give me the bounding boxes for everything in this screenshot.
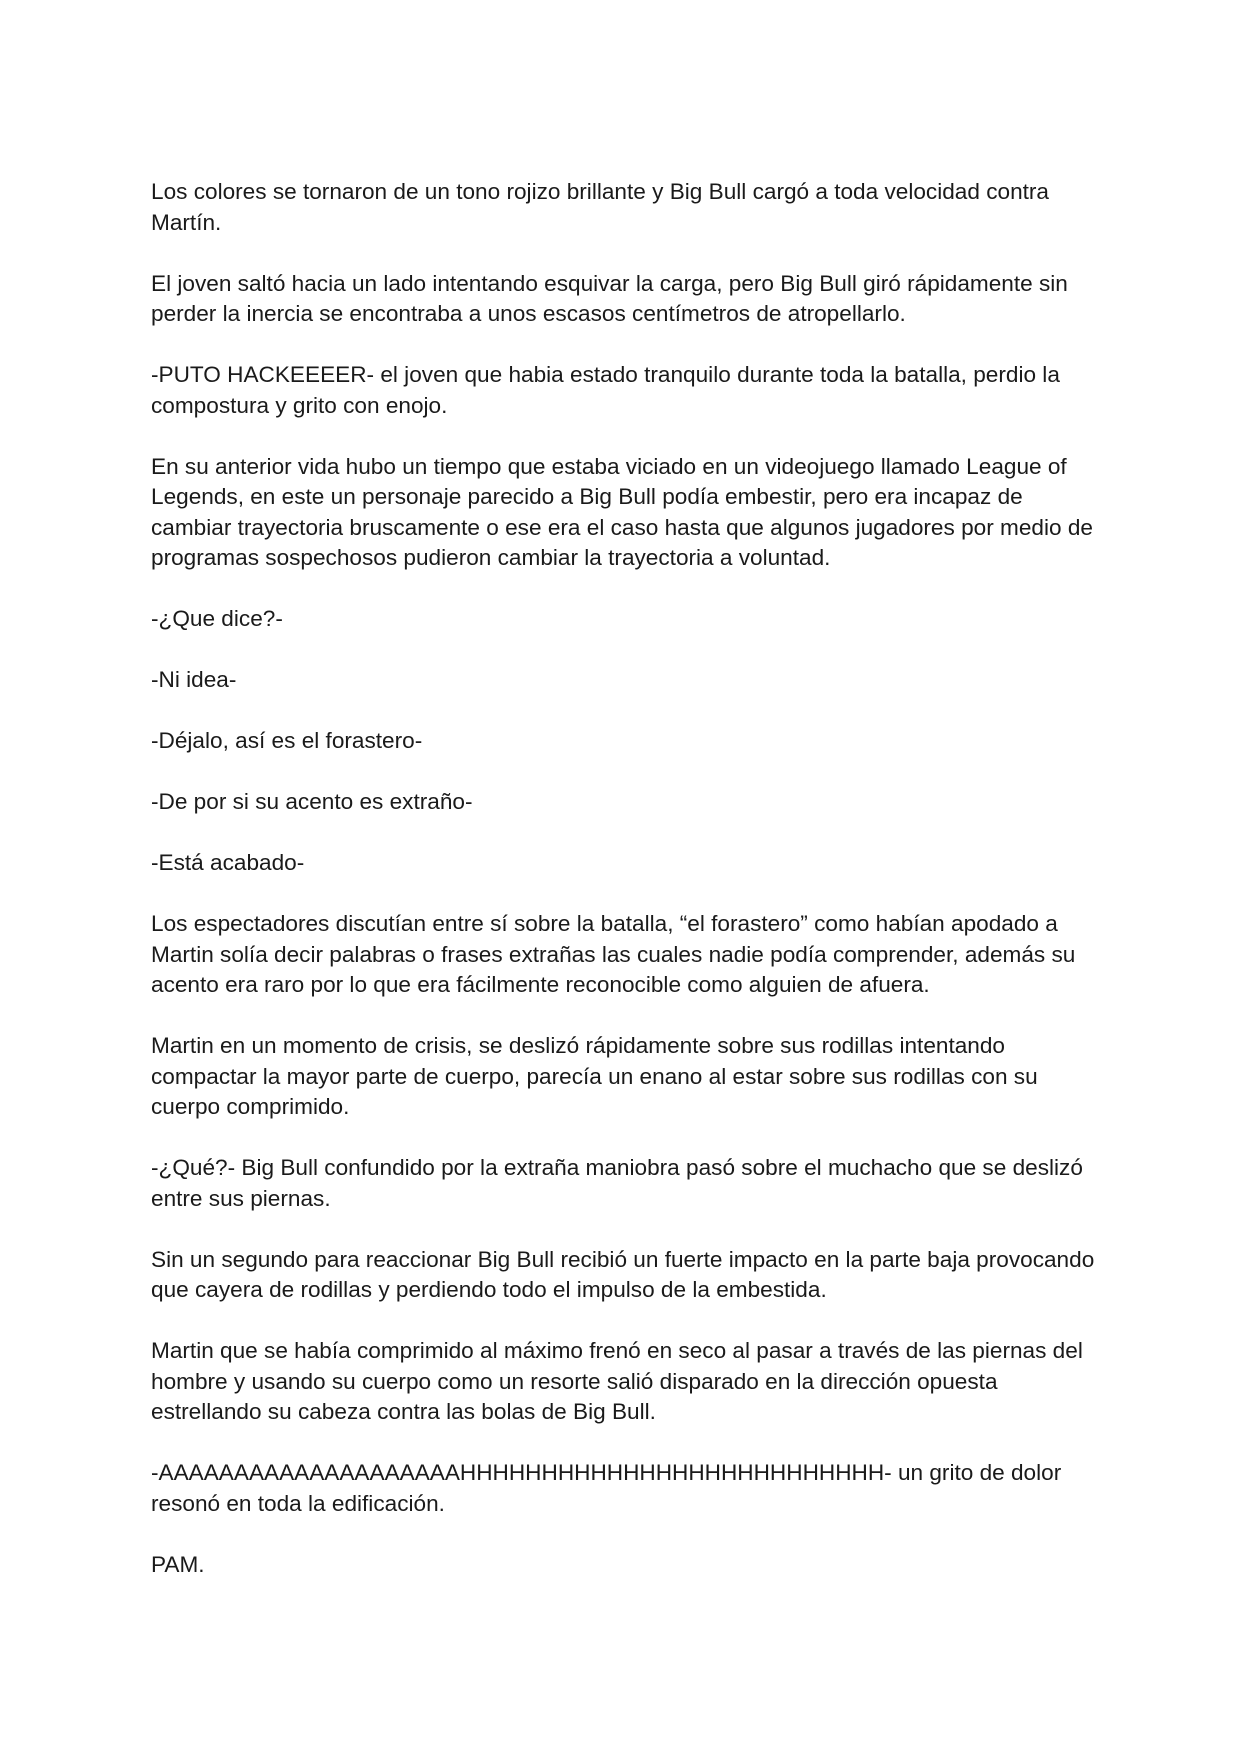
paragraph: -AAAAAAAAAAAAAAAAAAAAHHHHHHHHHHHHHHHHHHHHHHHHHH- un grito de dolor resonó en toda la edificación. xyxy=(151,1460,1062,1516)
paragraph: Los colores se tornaron de un tono rojizo brillante y Big Bull cargó a toda velocidad contra Martín. xyxy=(151,179,1050,235)
dialogue-line: -De por si su acento es extraño- xyxy=(151,789,473,814)
dialogue-line: -¿Que dice?- xyxy=(151,606,283,631)
paragraph: -PUTO HACKEEEER- el joven que habia estado tranquilo durante toda la batalla, perdio la compostura y grito con enojo. xyxy=(151,362,1060,418)
paragraph: En su anterior vida hubo un tiempo que estaba viciado en un videojuego llamado League of Legends, en este un personaje parecido a Big Bull podía embestir, pero era incapaz de cambiar trayectoria bruscamente o ese era el caso hasta que algunos jugadores por medio de programas sospechosos pudieron cambiar la trayectoria a voluntad. xyxy=(151,453,1093,570)
paragraph: Martin en un momento de crisis, se deslizó rápidamente sobre sus rodillas intentando compactar la mayor parte de cuerpo, parecía un enano al estar sobre sus rodillas con su cuerpo comprimido. xyxy=(151,1033,1038,1119)
paragraph: El joven saltó hacia un lado intentando esquivar la carga, pero Big Bull giró rápidamente sin perder la inercia se encontraba a unos escasos centímetros de atropellarlo. xyxy=(151,270,1068,326)
paragraph: Los espectadores discutían entre sí sobre la batalla, “el forastero” como habían apodado a Martin solía decir palabras o frases extrañas las cuales nadie podía comprender, además su acento era raro por lo que era fácilmente reconocible como alguien de afuera. xyxy=(151,911,1076,997)
dialogue-line: -Déjalo, así es el forastero- xyxy=(151,728,423,753)
dialogue-line: -Está acabado- xyxy=(151,850,305,875)
paragraph: PAM. xyxy=(151,1551,205,1577)
paragraph: Martin que se había comprimido al máximo frenó en seco al pasar a través de las piernas del hombre y usando su cuerpo como un resorte salió disparado en la dirección opuesta estrellando su cabeza contra las bolas de Big Bull. xyxy=(151,1338,1083,1424)
paragraph: Sin un segundo para reaccionar Big Bull recibió un fuerte impacto en la parte baja provocando que cayera de rodillas y perdiendo todo el impulso de la embestida. xyxy=(151,1246,1095,1302)
paragraph: -¿Qué?- Big Bull confundido por la extraña maniobra pasó sobre el muchacho que se deslizó entre sus piernas. xyxy=(151,1155,1083,1211)
document-body xyxy=(151,177,1101,1611)
dialogue-line: -Ni idea- xyxy=(151,667,237,692)
